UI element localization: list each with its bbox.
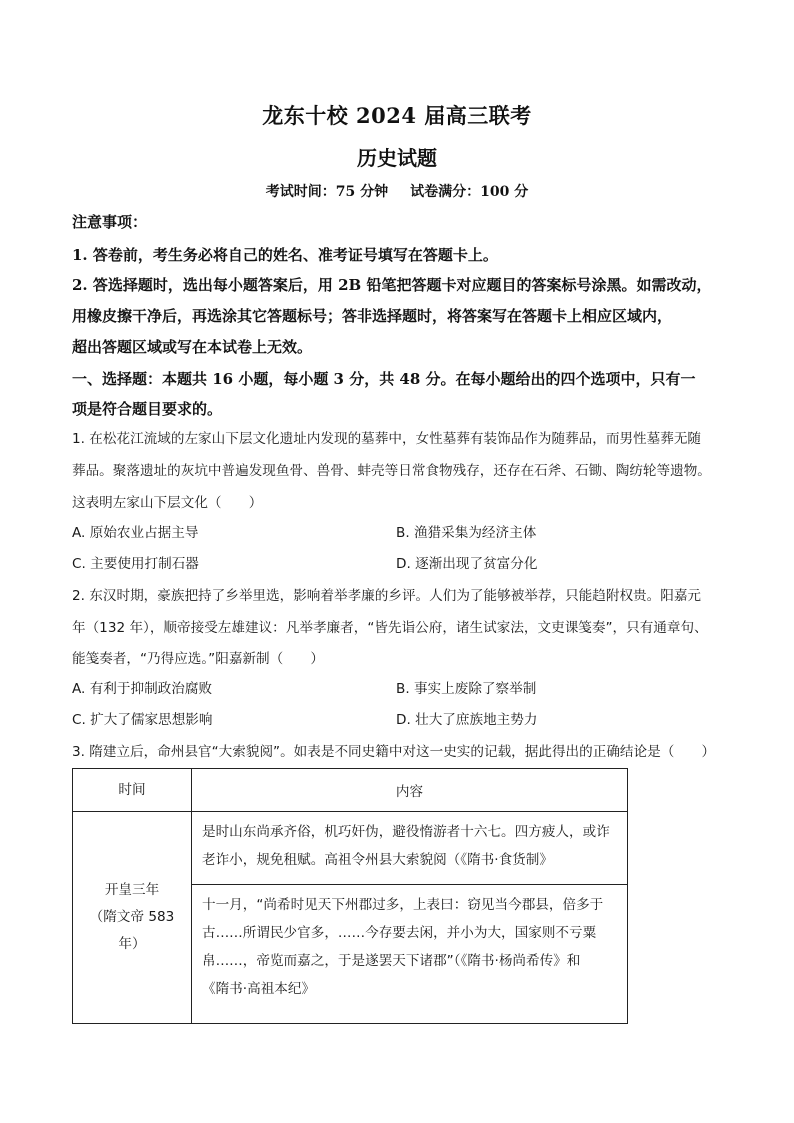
section-heading-line: 一、选择题：本题共 16 小题，每小题 3 分，共 48 分。在每小题给出的四个选项中，只有一 [72, 370, 696, 388]
table-header-time: 时间 [73, 769, 192, 812]
content-line: 帛……，帝览而嘉之，于是遂罢天下诸郡”（《隋书·杨尚希传》和 [202, 953, 581, 969]
history-records-table [72, 768, 628, 1024]
question-2-line: 2. 东汉时期，豪族把持了乡举里选，影响着举孝廉的乡评。人们为了能够被举荐，只能趋附权贵。阳嘉元 [72, 588, 702, 604]
question-1-line: 葬品。聚落遗址的灰坑中普遍发现鱼骨、兽骨、蚌壳等日常食物残存，还存在石斧、石锄、陶纺轮等遗物。 [72, 463, 711, 479]
question-2-line: 能笺奏者，“乃得应选。”阳嘉新制（ ） [72, 651, 324, 667]
table-cell-content [192, 812, 628, 885]
notice-item-1: 1. 答卷前，考生务必将自己的姓名、准考证号填写在答题卡上。 [72, 246, 498, 264]
question-2-option-a[interactable]: A. 有利于抑制政治腐败 [72, 681, 213, 697]
exam-meta [0, 181, 794, 201]
exam-time: 考试时间：75 分钟 [265, 184, 389, 200]
question-1-option-a[interactable]: A. 原始农业占据主导 [72, 525, 199, 541]
content-line: 十一月，“尚希时见天下州郡过多，上表曰：窃见当今郡县，倍多于 [202, 897, 604, 913]
table-cell-content [192, 885, 628, 1024]
question-1-option-b[interactable]: B. 渔猎采集为经济主体 [396, 525, 537, 541]
notice-item-2-line: 用橡皮擦干净后，再选涂其它答题标号；答非选择题时，将答案写在答题卡上相应区域内， [72, 307, 673, 325]
section-heading-line: 项是符合题目要求的。 [72, 400, 223, 418]
exam-subject: 历史试题 [357, 146, 437, 170]
question-1-option-d[interactable]: D. 逐渐出现了贫富分化 [396, 556, 538, 572]
question-3-line: 3. 隋建立后，命州县官“大索貌阅”。如表是不同史籍中对这一史实的记载，据此得出的正确结论是（ ） [72, 744, 716, 760]
content-line: 是时山东尚承齐俗，机巧奸伪，避役惰游者十六七。四方疲人，或诈 [202, 824, 610, 840]
content-line: 古……所谓民少官多，……今存要去闲，并小为大，国家则不亏粟 [202, 925, 597, 941]
content-line: 《隋书·高祖本纪》 [202, 981, 316, 997]
question-2-option-d[interactable]: D. 壮大了庶族地主势力 [396, 712, 538, 728]
time-line: 开皇三年 [104, 882, 160, 898]
table-cell-time [73, 812, 192, 1024]
question-2-option-c[interactable]: C. 扩大了儒家思想影响 [72, 712, 213, 728]
content-line: 老诈小，规免租赋。高祖令州县大索貌阅（《隋书·食货制》 [202, 852, 553, 868]
notice-item-2-line: 超出答题区域或写在本试卷上无效。 [72, 338, 313, 356]
full-score: 试卷满分：100 分 [410, 184, 529, 200]
exam-title: 龙东十校 2024 届高三联考 [262, 103, 532, 128]
question-1-line: 1. 在松花江流域的左家山下层文化遗址内发现的墓葬中，女性墓葬有装饰品作为随葬品，而男性墓葬无随 [72, 431, 702, 447]
notice-heading: 注意事项： [72, 213, 148, 231]
time-line: 年） [118, 936, 146, 952]
table-header-row [73, 769, 628, 812]
question-2-line: 年（132 年），顺帝接受左雄建议：凡举孝廉者，“皆先诣公府，诸生试家法，文吏课笺奏”，只有通章句、 [72, 620, 708, 636]
time-line: （隋文帝 583 [89, 909, 175, 925]
question-1-option-c[interactable]: C. 主要使用打制石器 [72, 556, 199, 572]
table-row [73, 812, 628, 885]
table-header-content: 内容 [192, 769, 628, 812]
notice-item-2-line: 2. 答选择题时，选出每小题答案后，用 2B 铅笔把答题卡对应题目的答案标号涂黑。如需改动， [72, 276, 712, 294]
question-2-option-b[interactable]: B. 事实上废除了察举制 [396, 681, 537, 697]
question-1-line: 这表明左家山下层文化（ ） [72, 495, 263, 511]
